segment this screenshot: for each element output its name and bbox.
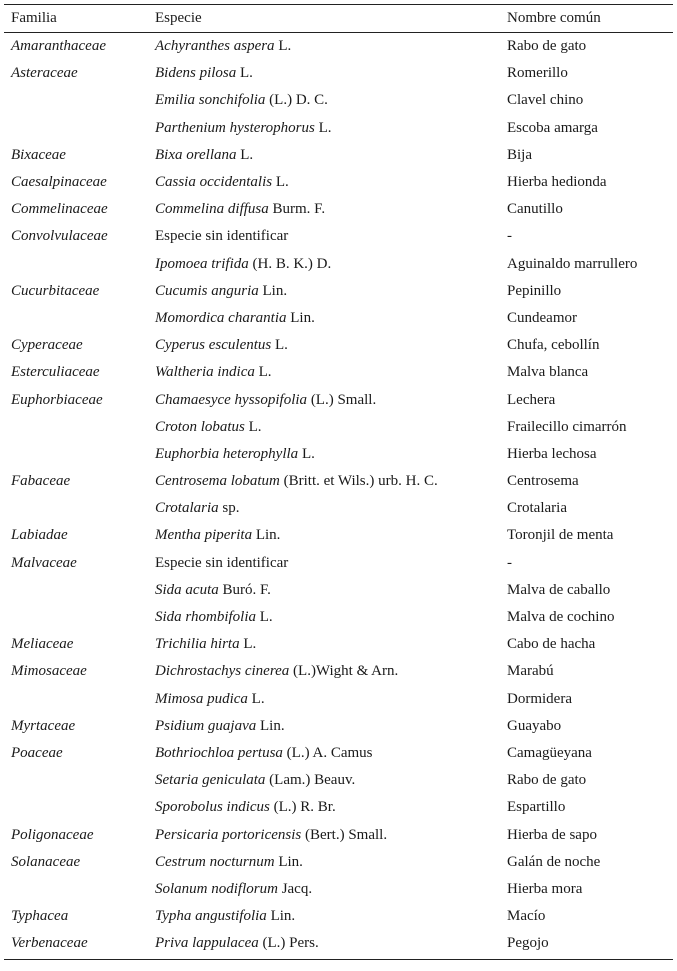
table-row: [4, 821, 673, 848]
table-row: [4, 713, 673, 740]
species-cell: [155, 337, 507, 354]
family-cell: Cucurbitaceae: [11, 282, 100, 299]
species-author: Especie sin identificar: [155, 554, 289, 571]
species-name: Achyranthes aspera: [155, 38, 275, 55]
species-cell: [155, 827, 507, 844]
species-name: Cassia occidentalis: [155, 174, 273, 191]
common-name-cell: Cabo de hacha: [507, 636, 596, 653]
table-row: [4, 495, 673, 522]
common-name-cell: -: [507, 228, 512, 245]
table-row: [4, 278, 673, 305]
species-cell: [155, 527, 507, 544]
species-name: Cucumis anguria: [155, 282, 259, 299]
species-author: (L.) Pers.: [258, 935, 319, 952]
family-cell: Commelinaceae: [11, 201, 108, 218]
family-cell: Asteraceae: [11, 65, 78, 82]
family-cell: Mimosaceae: [11, 663, 87, 680]
species-name: Cyperus esculentus: [155, 337, 272, 354]
species-name: Centrosema lobatum: [155, 473, 280, 490]
species-cell: [155, 174, 507, 191]
common-name-cell: Galán de noche: [507, 853, 601, 870]
common-name-cell: Aguinaldo marrullero: [507, 255, 638, 272]
species-author: L.: [247, 690, 265, 707]
family-cell: Malvaceae: [11, 554, 77, 571]
family-cell: Euphorbiaceae: [11, 391, 103, 408]
species-name: Solanum nodiflorum: [155, 880, 278, 897]
common-name-cell: Guayabo: [507, 717, 562, 734]
common-name-cell: Hierba de sapo: [507, 826, 597, 843]
table-row: [4, 441, 673, 468]
species-name: Bothriochloa pertusa: [155, 744, 283, 761]
common-name-cell: -: [507, 554, 512, 571]
table-row: [4, 658, 673, 685]
table-row: [4, 550, 673, 577]
species-author: L.: [314, 119, 332, 136]
species-author: sp.: [218, 500, 240, 517]
species-author: L.: [271, 337, 288, 354]
species-name: Crotalaria: [155, 500, 219, 517]
species-author: (Bert.) Small.: [301, 826, 388, 843]
family-cell: Meliaceae: [11, 636, 74, 653]
family-cell: Solanaceae: [11, 853, 81, 870]
species-name: Mentha piperita: [155, 527, 253, 544]
species-author: (L.) D. C.: [265, 92, 328, 109]
family-cell: Fabaceae: [11, 473, 71, 490]
common-name-cell: Cundeamor: [507, 309, 577, 326]
family-cell: Poaceae: [11, 744, 63, 761]
species-name: Sida acuta: [155, 581, 219, 598]
common-name-cell: Crotalaria: [507, 500, 567, 517]
common-name-cell: Hierba mora: [507, 880, 583, 897]
species-author: L.: [254, 364, 272, 381]
common-name-cell: Hierba lechosa: [507, 445, 597, 462]
species-cell: [155, 65, 507, 82]
header-species: Especie: [155, 10, 202, 26]
species-author: (H. B. K.) D.: [248, 255, 332, 272]
table-row: [4, 414, 673, 441]
species-cell: [155, 636, 507, 653]
species-author: Lin.: [274, 853, 303, 870]
family-cell: Verbenaceae: [11, 935, 88, 952]
species-cell: [155, 854, 507, 871]
species-cell: [155, 881, 507, 898]
species-cell: [155, 92, 507, 109]
table-row: [4, 33, 673, 60]
family-cell: Caesalpinaceae: [11, 174, 107, 191]
species-cell: [155, 147, 507, 164]
table-row: [4, 359, 673, 386]
species-cell: [155, 419, 507, 436]
species-cell: [155, 228, 507, 245]
species-cell: [155, 582, 507, 599]
common-name-cell: Pepinillo: [507, 282, 562, 299]
species-cell: [155, 500, 507, 517]
species-author: L.: [236, 65, 253, 82]
species-name: Mimosa pudica: [155, 690, 248, 707]
species-author: L.: [256, 609, 273, 626]
species-author: (L.) R. Br.: [269, 799, 336, 816]
species-author: L.: [239, 636, 257, 653]
family-cell: Typhacea: [11, 908, 69, 925]
species-cell: [155, 609, 507, 626]
species-cell: [155, 446, 507, 463]
species-cell: [155, 364, 507, 381]
common-name-cell: Rabo de gato: [507, 772, 587, 789]
table-row: [4, 767, 673, 794]
family-cell: Amaranthaceae: [11, 38, 106, 55]
species-author: Lin.: [266, 908, 296, 925]
common-name-cell: Espartillo: [507, 799, 566, 816]
table-row: [4, 849, 673, 876]
species-cell: [155, 473, 507, 490]
species-name: Bidens pilosa: [155, 65, 237, 82]
common-name-cell: Malva blanca: [507, 364, 589, 381]
species-cell: [155, 772, 507, 789]
species-cell: [155, 908, 507, 925]
species-table: [4, 4, 673, 960]
common-name-cell: Rabo de gato: [507, 38, 587, 55]
species-name: Psidium guajava: [155, 717, 257, 734]
common-name-cell: Clavel chino: [507, 92, 584, 109]
species-name: Commelina diffusa: [155, 201, 269, 218]
table-row: [4, 468, 673, 495]
species-cell: [155, 663, 507, 680]
species-name: Bixa orellana: [155, 146, 237, 163]
common-name-cell: Romerillo: [507, 65, 568, 82]
species-name: Momordica charantia: [155, 309, 287, 326]
species-author: Burm. F.: [268, 201, 326, 218]
table-row: [4, 60, 673, 87]
table-row: [4, 930, 673, 957]
species-name: Priva lappulacea: [155, 935, 259, 952]
species-cell: [155, 256, 507, 273]
table-header-row: [4, 5, 673, 32]
species-author: Especie sin identificar: [155, 228, 289, 245]
table-row: [4, 386, 673, 413]
species-cell: [155, 745, 507, 762]
species-author: L.: [274, 38, 292, 55]
table-row: [4, 223, 673, 250]
species-author: Jacq.: [277, 880, 313, 897]
species-name: Euphorbia heterophylla: [155, 445, 299, 462]
table-row: [4, 903, 673, 930]
species-name: Croton lobatus: [155, 418, 245, 435]
species-author: L.: [236, 146, 254, 163]
common-name-cell: Pegojo: [507, 935, 549, 952]
table-row: [4, 115, 673, 142]
species-author: (Britt. et Wils.) urb. H. C.: [279, 473, 438, 490]
common-name-cell: Lechera: [507, 391, 556, 408]
family-cell: Myrtaceae: [11, 717, 76, 734]
species-author: Buró. F.: [218, 581, 271, 598]
species-cell: [155, 691, 507, 708]
table-row: [4, 251, 673, 278]
header-common-name: Nombre común: [507, 10, 601, 26]
common-name-cell: Malva de cochino: [507, 609, 615, 626]
family-cell: Cyperaceae: [11, 337, 83, 354]
family-cell: Labiadae: [11, 527, 68, 544]
species-cell: [155, 555, 507, 572]
header-family: Familia: [11, 10, 57, 26]
common-name-cell: Camagüeyana: [507, 744, 592, 761]
species-cell: [155, 310, 507, 327]
table-row: [4, 631, 673, 658]
table-row: [4, 577, 673, 604]
family-cell: Poligonaceae: [11, 826, 94, 843]
species-name: Persicaria portoricensis: [155, 826, 302, 843]
family-cell: Convolvulaceae: [11, 228, 108, 245]
table-body: [4, 33, 673, 957]
table-row: [4, 169, 673, 196]
species-author: Lin.: [256, 717, 285, 734]
table-row: [4, 522, 673, 549]
common-name-cell: Canutillo: [507, 201, 563, 218]
table-row: [4, 196, 673, 223]
common-name-cell: Malva de caballo: [507, 581, 611, 598]
table-row: [4, 794, 673, 821]
table-row: [4, 686, 673, 713]
family-cell: Esterculiaceae: [11, 364, 100, 381]
species-name: Dichrostachys cinerea: [155, 663, 290, 680]
species-cell: [155, 392, 507, 409]
table-bottom-rule: [4, 959, 673, 960]
species-author: (Lam.) Beauv.: [265, 772, 356, 789]
table-row: [4, 87, 673, 114]
species-name: Emilia sonchifolia: [155, 92, 266, 109]
species-name: Sida rhombifolia: [155, 609, 256, 626]
species-name: Waltheria indica: [155, 364, 255, 381]
common-name-cell: Macío: [507, 908, 546, 925]
species-author: (L.)Wight & Arn.: [289, 663, 399, 680]
table-row: [4, 142, 673, 169]
species-name: Parthenium hysterophorus: [155, 119, 315, 136]
common-name-cell: Chufa, cebollín: [507, 337, 600, 354]
table-row: [4, 740, 673, 767]
species-name: Cestrum nocturnum: [155, 853, 275, 870]
species-name: Setaria geniculata: [155, 772, 266, 789]
table-row: [4, 305, 673, 332]
species-cell: [155, 120, 507, 137]
species-name: Ipomoea trifida: [155, 255, 249, 272]
common-name-cell: Marabú: [507, 663, 554, 680]
species-name: Typha angustifolia: [155, 908, 267, 925]
common-name-cell: Bija: [507, 146, 532, 163]
species-author: (L.) A. Camus: [282, 744, 373, 761]
table-row: [4, 604, 673, 631]
species-cell: [155, 799, 507, 816]
table-row: [4, 332, 673, 359]
species-author: L.: [272, 174, 289, 191]
species-name: Trichilia hirta: [155, 636, 240, 653]
family-cell: Bixaceae: [11, 146, 66, 163]
common-name-cell: Frailecillo cimarrón: [507, 418, 627, 435]
common-name-cell: Hierba hedionda: [507, 174, 607, 191]
species-author: (L.) Small.: [307, 391, 377, 408]
table-row: [4, 876, 673, 903]
species-cell: [155, 283, 507, 300]
species-name: Sporobolus indicus: [155, 799, 270, 816]
common-name-cell: Centrosema: [507, 473, 579, 490]
common-name-cell: Escoba amarga: [507, 119, 598, 136]
species-name: Chamaesyce hyssopifolia: [155, 391, 308, 408]
common-name-cell: Dormidera: [507, 690, 572, 707]
species-author: L.: [298, 445, 315, 462]
species-author: Lin.: [286, 309, 315, 326]
species-cell: [155, 201, 507, 218]
common-name-cell: Toronjil de menta: [507, 527, 614, 544]
species-author: L.: [244, 418, 262, 435]
species-cell: [155, 38, 507, 55]
species-cell: [155, 935, 507, 952]
species-author: Lin.: [252, 527, 281, 544]
species-cell: [155, 718, 507, 735]
species-author: Lin.: [258, 282, 288, 299]
